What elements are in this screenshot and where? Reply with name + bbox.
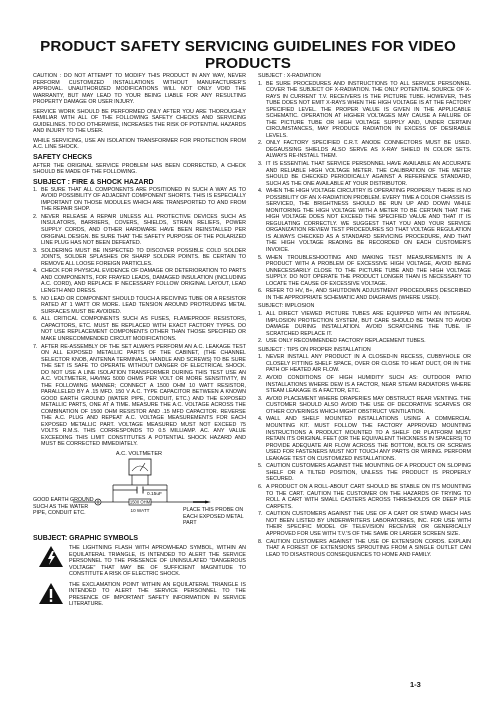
list-item — [258, 375, 471, 395]
list-item-text: USE ONLY RECOMMENDED FACTORY REPLACEMENT TUBES. — [266, 338, 426, 345]
list-item-text: IT IS ESSENTIAL THAT SERVICE PERSONNEL HAVE AVAILABLE AN ACCURATE AND RELIABLE HIGH VOLTAGE METER. THE CALIBRATION OF THE METER SHOULD BE CHECKED PERIODICALLY AGAINST A REFERENCE STANDARD, SUCH AS THE ONE AVAILABLE AT YOUR DISTRIBUTOR. — [266, 161, 471, 187]
lightning-symbol-text: THE LIGHTNING FLASH WITH APROWHEAD SYMBOL, WITHIN AN EQUILATERAL TRIANGLE, IS INTENDED TO ALERT THE SERVICE PERSONNEL TO THE PRESENCE OF UNINSULATED "DANGEROUS VOLTAGE" THAT MAY BE OF SUFFICIENT MAGNITUDE TO CONSTITUTE A RISK OF ELECTRIC SHOCK. — [69, 545, 246, 578]
list-item-text: WHEN TROUBLESHOOTING AND MAKING TEST MEASUREMENTS IN A PRODUCT WITH A PROBLEM OF EXCESSIVE HIGH VOLTAGE, AVOID BEING UNNECESSARILY CLOSE TO THE PICTURE TUBE AND THE HIGH VOLTAGE SUPPLY. DO NOT OPERATE THE PRODUCT LONGER THAN IS NECESSARY TO LOCATE THE CAUSE OF EXCESSIVE VOLTAGE. — [266, 254, 471, 287]
list-item-text: WHEN THE HIGH VOLTAGE CIRCUITRY IS OPERATING PROPERLY THERE IS NO POSSIBILITY OF AN X-RADIATION PROBLEM. EVERY TIME A COLOR CHASSIS IS SERVICED, THE BRIGHTNESS SHOULD BE RUN UP AND DOWN WHILE MONITORING THE HIGH VOLTAGE WITH A METER TO BE CERTAIN THAT THE HIGH VOLTAGE DOES NOT EXCEED THE SPECIFIED VALUE AND THAT IT IS REGULATING CORRECTLY. WE SUGGEST THAT YOU AND YOUR SERVICE ORGANIZATION REVIEW TEST PROCEDURES SO THAT VOLTAGE REGULATION IS ALWAYS CHECKED AS A STANDARD SERVICING PROCEDURE, AND THAT THE HIGH VOLTAGE READING BE RECORDED ON EACH CUSTOMER'S INVOICE. — [266, 188, 471, 253]
list-item — [258, 539, 471, 559]
list-item-text: WALL AND SHELF MOUNTED INSTALLATIONS USING A COMMERCIAL MOUNTING KIT. MUST FOLLOW THE FACTORY APPROVED MOUNTING INSTRUCTIONS A PRODUCT MOUNTED TO A SHELF OR PLATFORM MUST RETAIN ITS ORIGINAL FEET (OR THE EQUIVALENT THICKNESS IN SPACERS) TO PROVIDE ADEQUATE AIR FLOW ACROSS THE BOTTOM, BOLTS OR SCREWS USED FOR FASTENERS MUST NOT TOUCH ANY PARTS OR WIRING. PERFORM LEAKAGE TEST ON CUSTOMIZED INSTALLATIONS. — [266, 416, 471, 462]
implosion-subject: SUBJECT: IMPLOSION — [258, 303, 315, 310]
list-item-number: 1. — [258, 354, 263, 361]
voltmeter-label: A.C. VOLTMETER — [115, 451, 163, 458]
probe-label: PLACE THIS PROBE ON EACH EXPOSED METAL PART — [183, 507, 244, 526]
left-column — [33, 73, 246, 616]
list-item-text: NEVER RELEASE A REPAIR UNLESS ALL PROTECTIVE DEVICES SUCH AS INSULATORS, BARRIERS, COVERS, SHIELDS, STRAIN RELIEFS, POWER SUPPLY CORDS, AND OTHER HARDWARE HAVE BEEN REINSTALLED PER ORIGINAL DESIGN. BE SURE THAT THE SAFETY PURPOSE OF THE POLARIZED LINE PLUG HAS NOT BEEN DEFEATED. — [41, 213, 246, 247]
list-item-text: SOLDERING MUST BE INSPECTED TO DISCOVER POSSIBLE COLD SOLDER JOINTS, SOLDER SPLASHES OR SHARP SOLDER POINTS. BE CERTAIN TO REMOVE ALL LOOSE FOREIGN PARTICLES. — [41, 247, 246, 267]
list-item-text: NEVER INSTALL ANY PRODUCT IN A CLOSED-IN RECESS, CUBBYHOLE OR CLOSELY FITTING SHELF SPACE, OVER OR CLOSE TO HEAT DUCT, OR IN THE PATH OF HEATED AIR FLOW. — [266, 354, 471, 374]
list-item — [33, 248, 246, 268]
list-item-number: 5. — [258, 254, 263, 261]
list-item-number: 4. — [33, 268, 38, 275]
list-item-text: ALL CRITICAL COMPONENTS SUCH AS FUSES, FLAMEPROOF RESISTORS, CAPACITORS, ETC. MUST BE REPLACED WITH EXACT FACTORY TYPES. DO NOT USE REPLACEMENT COMPONENTS OTHER THAN THOSE SPECIFIED OR MAKE UNRECOMMENDED CIRCUIT MODIFICATIONS. — [41, 316, 246, 342]
exclamation-triangle-icon — [38, 582, 64, 605]
list-item — [258, 484, 471, 510]
xradiation-subject: SUBJECT : X-RADIATION — [258, 73, 321, 79]
fire-shock-list — [33, 187, 246, 448]
list-item-number: 8. — [258, 538, 263, 545]
list-item-number: 1. — [33, 186, 38, 193]
list-item-number: 3. — [258, 395, 263, 402]
list-item — [258, 396, 471, 416]
list-item — [258, 463, 471, 483]
resistor-label: 1500 OHM — [129, 499, 151, 505]
graphic-symbols-heading: SUBJECT: GRAPHIC SYMBOLS — [33, 535, 139, 543]
list-item-text: A PRODUCT ON A ROLL-ABOUT CART SHOULD BE STABLE ON ITS MOUNTING TO THE CART. CAUTION THE CUSTOMER ON THE HAZARDS OF TRYING TO ROLL A CART WITH SMALL CASTERS ACROSS THRESHOLDS OR DEEP PILE CARPETS. — [266, 484, 471, 510]
intro-service-work: SERVICE WORK SHOULD BE PERFORMED ONLY AFTER YOU ARE THOROUGHLY FAMILIAR WITH ALL OF THE FOLLOWING SAFETY CHECKS AND SERVICING GUIDELINES. TO DO OTHERWISE, INCREASES THE RISK OF POTENTIAL HAZARDS AND INJURY TO THE USER. — [33, 108, 246, 135]
list-item — [33, 316, 246, 342]
exclamation-symbol-row — [33, 582, 246, 612]
capacitor-label: 0.15uF — [147, 492, 162, 498]
lightning-symbol-row — [33, 545, 246, 578]
list-item-number: 5. — [258, 463, 263, 470]
list-item — [258, 511, 471, 537]
list-item — [258, 338, 471, 345]
list-item-number: 7. — [33, 343, 38, 350]
list-item — [258, 161, 471, 187]
list-item — [258, 416, 471, 462]
list-item-text: CHECK FOR PHYSICAL EVIDENCE OF DAMAGE OR DETERIORATION TO PARTS AND COMPONENTS, FOR FRAYED LEADS, DAMAGED INSULATION (INCLUDING A.C. CORD), AND REPLACE IF NECESSARY FOLLOW ORIGINAL LAYOUT, LEAD LENGTH AND DRESS. — [41, 268, 246, 294]
list-item-number: 2. — [258, 375, 263, 381]
list-item — [258, 140, 471, 160]
intro-isolation: WHILE SERVICING, USE AN ISOLATION TRANSFORMER FOR PROTECTION FROM A.C. LINE SHOCK. — [33, 137, 246, 151]
exclamation-symbol-text: THE EXCLAMATION POINT WITHIN AN EQUILATERAL TRIANGLE IS INTENDED TO ALERT THE SERVICE PERSONNEL TO THE PRESENCE OF IMPORTANT SAFETY INFORMATION IN SERVICE LITERATURE. — [69, 581, 246, 608]
list-item — [33, 214, 246, 247]
installation-subject: SUBJECT : TIPS ON PROPER INSTALLATION — [258, 346, 371, 353]
list-item-number: 6. — [33, 316, 38, 323]
list-item — [258, 81, 471, 140]
voltmeter-icon — [129, 459, 151, 475]
list-item-text: CAUTION CUSTOMERS AGAINST THE USE OF A CART OR STAND WHICH HAS NOT BEEN LISTED BY UNDERWRITERS LABORATORIES, INC. FOR USE WITH THEIR SPECIFIC MODEL OF TELEVISION RECEIVER OR GENERICALLY APPROVED FOR USE WITH T.V.'S OF THE SAME OR LARGER SCREEN SIZE. — [266, 511, 471, 537]
safety-checks-text: AFTER THE ORIGINAL SERVICE PROBLEM HAS BEEN CORRECTED, A CHECK SHOULD BE MADE OF THE FOLLOWING. — [33, 162, 246, 176]
list-item-number: 3. — [258, 161, 263, 168]
page-title: PRODUCT SAFETY SERVICING GUIDELINES FOR VIDEO PRODUCTS — [40, 38, 456, 72]
lightning-triangle-icon — [38, 545, 64, 568]
fire-shock-subject: SUBJECT : FIRE & SHOCK HAZARD — [33, 178, 154, 186]
list-item-number: 2. — [33, 213, 38, 220]
list-item-text: CAUTION CUSTOMERS AGAINST THE MOUNTING OF A PRODUCT ON SLOPING SHELF OR A TILTED POSITION, UNLESS THE PRODUCT IS PROPERLY SECURED. — [266, 463, 471, 483]
list-item-number: 5. — [33, 295, 38, 302]
list-item — [33, 187, 246, 213]
list-item-text: REFER TO HV, B+, AND SHUTDOWN ADJUSTMENT PROCEDURES DESCRIBED IN THE APPROPRIATE SCHEMATIC AND DIAGRAMS (WHERE USED). — [266, 288, 471, 301]
list-item-text: ALL DIRECT VIEWED PICTURE TUBES ARE EQUIPPED WITH AN INTEGRAL IMPLOSION PROTECTION SYSTEM, BUT CARE SHOULD BE TAKEN TO AVOID DAMAGE DURING INSTALLATION. AVOID SCRATCHING THE TUBE. IF SCRATCHED REPLACE IT. — [266, 310, 471, 337]
list-item-text: BE SURE THAT ALL COMPONENTS ARE POSITIONED IN SUCH A WAY AS TO AVOID POSSIBILITY OF ADJACENT COMPONENT SHORTS. THIS IS ESPECIALLY IMPORTANT ON THOSE MODULES WHICH ARE TRANSPORTED TO AND FROM THE REPAIR SHOP. — [41, 186, 246, 213]
list-item-number: 1. — [258, 310, 263, 317]
list-item-number: 4. — [258, 188, 263, 195]
list-item-text: ONLY FACTORY SPECIFIED C.R.T. ANODE CONNECTORS MUST BE USED. DEGAUSSING SHIELDS ALSO SERVE AS X-RAY SHIELD IN COLOR SETS. ALWAYS RE-INSTALL THEM. — [266, 140, 471, 160]
list-item — [258, 288, 471, 301]
list-item — [33, 296, 246, 316]
list-item — [33, 344, 246, 448]
list-item-number: 1. — [258, 80, 263, 87]
xradiation-list — [258, 81, 471, 302]
list-item-number: 2. — [258, 140, 263, 147]
resistor-watt-label: 10 WATT — [130, 508, 150, 514]
list-item-text: AVOID PLACEMENT WHERE DRAPERIES MAY OBSTRUCT REAR VENTING. THE CUSTOMER SHOULD ALSO AVOID THE USE OF DECORATIVE SCARVES OR OTHER COVERINGS WHICH MIGHT OBSTRUCT VENTILATION. — [266, 395, 471, 415]
list-item-text: AVOID CONDITIONS OF HIGH HUMIDITY SUCH AS: OUTDOOR PATIO INSTALLATIONS WHERE DEW IS A FACTOR, NEAR STEAM RADIATORS WHERE STEAM LEAKAGE IS A FACTOR, ETC. — [266, 375, 471, 395]
list-item-number: 2. — [258, 338, 263, 345]
list-item-number: 6. — [258, 484, 263, 490]
safety-checks-heading: SAFETY CHECKS — [33, 153, 92, 161]
list-item — [258, 188, 471, 253]
implosion-list — [258, 311, 471, 345]
list-item — [258, 311, 471, 337]
list-item-number: 7. — [258, 511, 263, 518]
list-item — [33, 268, 246, 294]
list-item-number: 6. — [258, 288, 263, 295]
leakage-test-diagram — [33, 449, 246, 531]
list-item-text: BE SURE PROCEDURES AND INSTRUCTIONS TO ALL SERVICE PERSONNEL COVER THE SUBJECT OF X-RADIATION. THE ONLY POTENTIAL SOURCE OF X-RAYS IN CURRENT T.V. RECEIVERS IS THE PICTURE TUBE. HOWEVER, THIS TUBE DOES NOT EMIT X-RAYS WHEN THE HIGH VOLTAGE IS AT THE FACTORY SPECIFIED LEVEL. THE PROPER VALUE IS GIVEN IN THE APPLICABLE SCHEMATIC. OPERATION AT HIGHER VOLTAGES MAY CAUSE A FAILURE OF THE PICTURE TUBE OR HIGH VOLTAGE SUPPLY AND, UNDER CERTAIN CIRCUMSTANCES, MAY PRODUCE RADIATION IN EXCESS OF DESIRABLE LEVELS. — [266, 80, 471, 139]
list-item-number: 4. — [258, 416, 263, 423]
list-item-text: CAUTION CUSTOMERS AGAINST THE USE OF EXTENSION CORDS. EXPLAIN THAT A FOREST OF EXTENSIONS SPROUTING FROM A SINGLE OUTLET CAN LEAD TO DISASTROUS CONSEQUENCES TO HOME AND FAMILY. — [266, 538, 471, 558]
list-item-text: AFTER RE-ASSEMBLY OF THE SET ALWAYS PERFORM AN A.C. LEAKAGE TEST ON ALL EXPOSED METALLIC PARTS OF THE CABINET, (THE CHANNEL SELECTOR KNOB, ANTENNA TERMINALS, HANDLE AND SCREWS) TO BE SURE THE SET IS SAFE TO OPERATE WITHOUT DANGER OF ELECTRICAL SHOCK. DO NOT USE A LINE ISOLATION TRANSFORMER DURING THIS TEST USE AN A.C. VOLTMETER, HAVING 5000 OHMS PER VOLT OR MORE SENSITIVITY, IN THE FOLLOWING MANNER; CONNECT A 1500 OHM 10 WATT RESISTOR, PARALLELED BY A .15 MFD. 150 V A.C. TYPE CAPACITOR BETWEEN A KNOWN GOOD EARTH GROUND (WATER PIPE, CONDUIT, ETC.) AND THE EXPOSED METALLIC PARTS, ONE AT A TIME. MEASURE THE A.C. VOLTAGE ACROSS THE COMBINATION OF 1500 OHM RESISTOR AND .15 MFD CAPACITOR. REVERSE THE A.C. PLUG AND REPEAT A.C. VOLTAGE MEASUREMENTS FOR EACH EXPOSED METALLIC PART. VOLTAGE MEASURED MUST NOT EXCEED 75 VOLTS R.M.S. THIS CORRESPONDS TO 0.5 MILLIAMP. AC. ANY VALUE EXCEEDING THIS LIMIT CONSTITUTES A POTENTIAL SHOCK HAZARD AND MUST BE CORRECTED IMMEDIATELY. — [41, 343, 246, 448]
list-item-text: NO LEAD OR COMPONENT SHOULD TOUCH A RECIVING TUBE OR A RESISTOR RATED AT 1 WATT OR MORE. LEAD TENSION AROUND PROTRUDING METAL SURFACES MUST BE AVOIDED. — [41, 295, 246, 315]
right-column — [258, 73, 471, 559]
installation-list — [258, 354, 471, 558]
ground-label: GOOD EARTH GROUND SUCH AS THE WATER PIPE, CONDUIT ETC. — [33, 497, 94, 516]
intro-caution: CAUTION : DO NOT ATTEMPT TO MODIFY THIS PRODUCT IN ANY WAY, NEVER PERFORM CUSTOMIZED INSTALLATIONS WITHOUT MANUFACTURER'S APPROVAL. UNAUTHORIZED MODIFICATIONS WILL NOT ONLY VOID THE WARRANTY, BUT MAY LEAD TO YOUR BEING LIABLE FOR ANY RESULTING PROPERTY DAMAGE OR USER INJURY. — [33, 73, 246, 106]
page-number: 1-3 — [410, 680, 421, 689]
list-item — [258, 354, 471, 374]
probe-icon — [193, 501, 211, 504]
list-item — [258, 255, 471, 288]
list-item-number: 3. — [33, 247, 38, 254]
